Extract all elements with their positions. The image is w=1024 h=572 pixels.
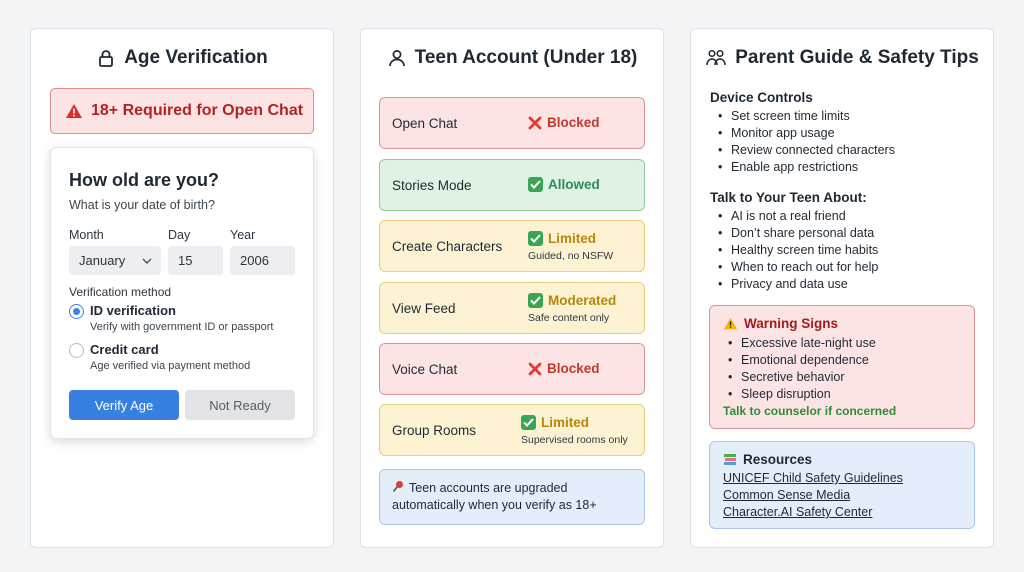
age-required-alert: 18+ Required for Open Chat — [50, 88, 314, 134]
warning-signs-note: Talk to counselor if concerned — [723, 404, 897, 418]
list-item: • Sleep disruption — [728, 386, 876, 403]
age-verification-title: Age Verification — [30, 47, 334, 69]
resources-title: Resources — [743, 452, 813, 467]
month-label: Month — [69, 228, 104, 242]
dob-form-title: How old are you? — [69, 170, 220, 190]
month-select[interactable] — [69, 246, 161, 275]
feature-status: Allowed — [528, 177, 600, 192]
list-item: • AI is not a real friend — [718, 208, 878, 225]
day-input[interactable] — [168, 246, 223, 275]
talk-to-teen-list — [718, 208, 878, 293]
device-controls-title: Device Controls — [710, 90, 813, 105]
day-label: Day — [168, 228, 191, 242]
list-item: • Emotional dependence — [728, 352, 876, 369]
warning-signs-list — [728, 335, 876, 403]
feature-row-create-characters — [379, 220, 645, 272]
feature-row-open-chat — [379, 97, 645, 149]
credit-card-label: Credit card — [90, 342, 159, 357]
year-value: 2006 — [240, 253, 269, 268]
warning-signs-heading — [723, 316, 838, 331]
year-label: Year — [230, 228, 256, 242]
credit-card-desc: Age verified via payment method — [90, 360, 251, 372]
feature-row-view-feed — [379, 282, 645, 334]
feature-status: Blocked — [528, 115, 600, 130]
family-icon — [705, 48, 727, 68]
warning-icon — [65, 103, 83, 119]
year-input[interactable] — [230, 246, 295, 275]
feature-status: Moderated — [528, 293, 616, 308]
feature-row-voice-chat — [379, 343, 645, 395]
feature-note: Supervised rooms only — [521, 434, 628, 446]
feature-label: Stories Mode — [392, 177, 472, 193]
feature-row-stories-mode — [379, 159, 645, 211]
feature-status: Blocked — [528, 361, 600, 376]
talk-to-teen-title: Talk to Your Teen About: — [710, 190, 867, 205]
feature-row-group-rooms — [379, 404, 645, 456]
resources-heading — [723, 452, 812, 467]
teen-upgrade-info: Teen accounts are upgraded automatically when you verify as 18+ — [379, 469, 645, 525]
cross-icon — [528, 116, 542, 130]
feature-note: Safe content only — [528, 312, 610, 324]
id-verification-label: ID verification — [90, 303, 176, 318]
user-icon — [387, 48, 407, 68]
dob-form-subtitle: What is your date of birth? — [69, 198, 215, 212]
list-item: • Secretive behavior — [728, 369, 876, 386]
list-item: • Don’t share personal data — [718, 225, 878, 242]
common-sense-link[interactable]: Common Sense Media — [723, 488, 851, 502]
feature-label: View Feed — [392, 300, 456, 316]
unicef-link[interactable]: UNICEF Child Safety Guidelines — [723, 471, 903, 485]
list-item: • Set screen time limits — [718, 108, 895, 125]
cross-icon — [528, 362, 542, 376]
feature-status: Limited — [521, 415, 589, 430]
character-ai-safety-link[interactable]: Character.AI Safety Center — [723, 505, 873, 519]
lock-icon — [96, 48, 116, 68]
warning-icon — [723, 317, 738, 330]
feature-status: Limited — [528, 231, 596, 246]
feature-label: Group Rooms — [392, 422, 477, 438]
check-icon — [528, 293, 543, 308]
parent-guide-title: Parent Guide & Safety Tips — [690, 47, 994, 69]
chevron-down-icon — [142, 258, 152, 264]
day-value: 15 — [178, 253, 193, 268]
verification-method-label: Verification method — [69, 285, 172, 299]
warning-signs-title: Warning Signs — [744, 316, 838, 331]
device-controls-list — [718, 108, 895, 176]
check-icon — [521, 415, 536, 430]
list-item: • Review connected characters — [718, 142, 895, 159]
list-item: • Enable app restrictions — [718, 159, 895, 176]
pin-icon — [392, 480, 405, 493]
check-icon — [528, 177, 543, 192]
list-item: • Healthy screen time habits — [718, 242, 878, 259]
list-item: • Monitor app usage — [718, 125, 895, 142]
feature-label: Open Chat — [392, 115, 458, 131]
not-ready-button[interactable]: Not Ready — [185, 390, 295, 420]
verify-age-button[interactable]: Verify Age — [69, 390, 179, 420]
list-item: • When to reach out for help — [718, 259, 878, 276]
month-value: January — [79, 253, 126, 268]
feature-note: Guided, no NSFW — [528, 250, 614, 262]
credit-card-radio[interactable] — [69, 343, 84, 358]
check-icon — [528, 231, 543, 246]
id-verification-radio[interactable] — [69, 304, 84, 319]
feature-label: Voice Chat — [392, 361, 458, 377]
id-verification-desc: Verify with government ID or passport — [90, 321, 274, 333]
list-item: • Privacy and data use — [718, 276, 878, 293]
list-item: • Excessive late-night use — [728, 335, 876, 352]
teen-account-title: Teen Account (Under 18) — [360, 47, 664, 69]
books-icon — [723, 453, 737, 466]
feature-label: Create Characters — [392, 238, 503, 254]
